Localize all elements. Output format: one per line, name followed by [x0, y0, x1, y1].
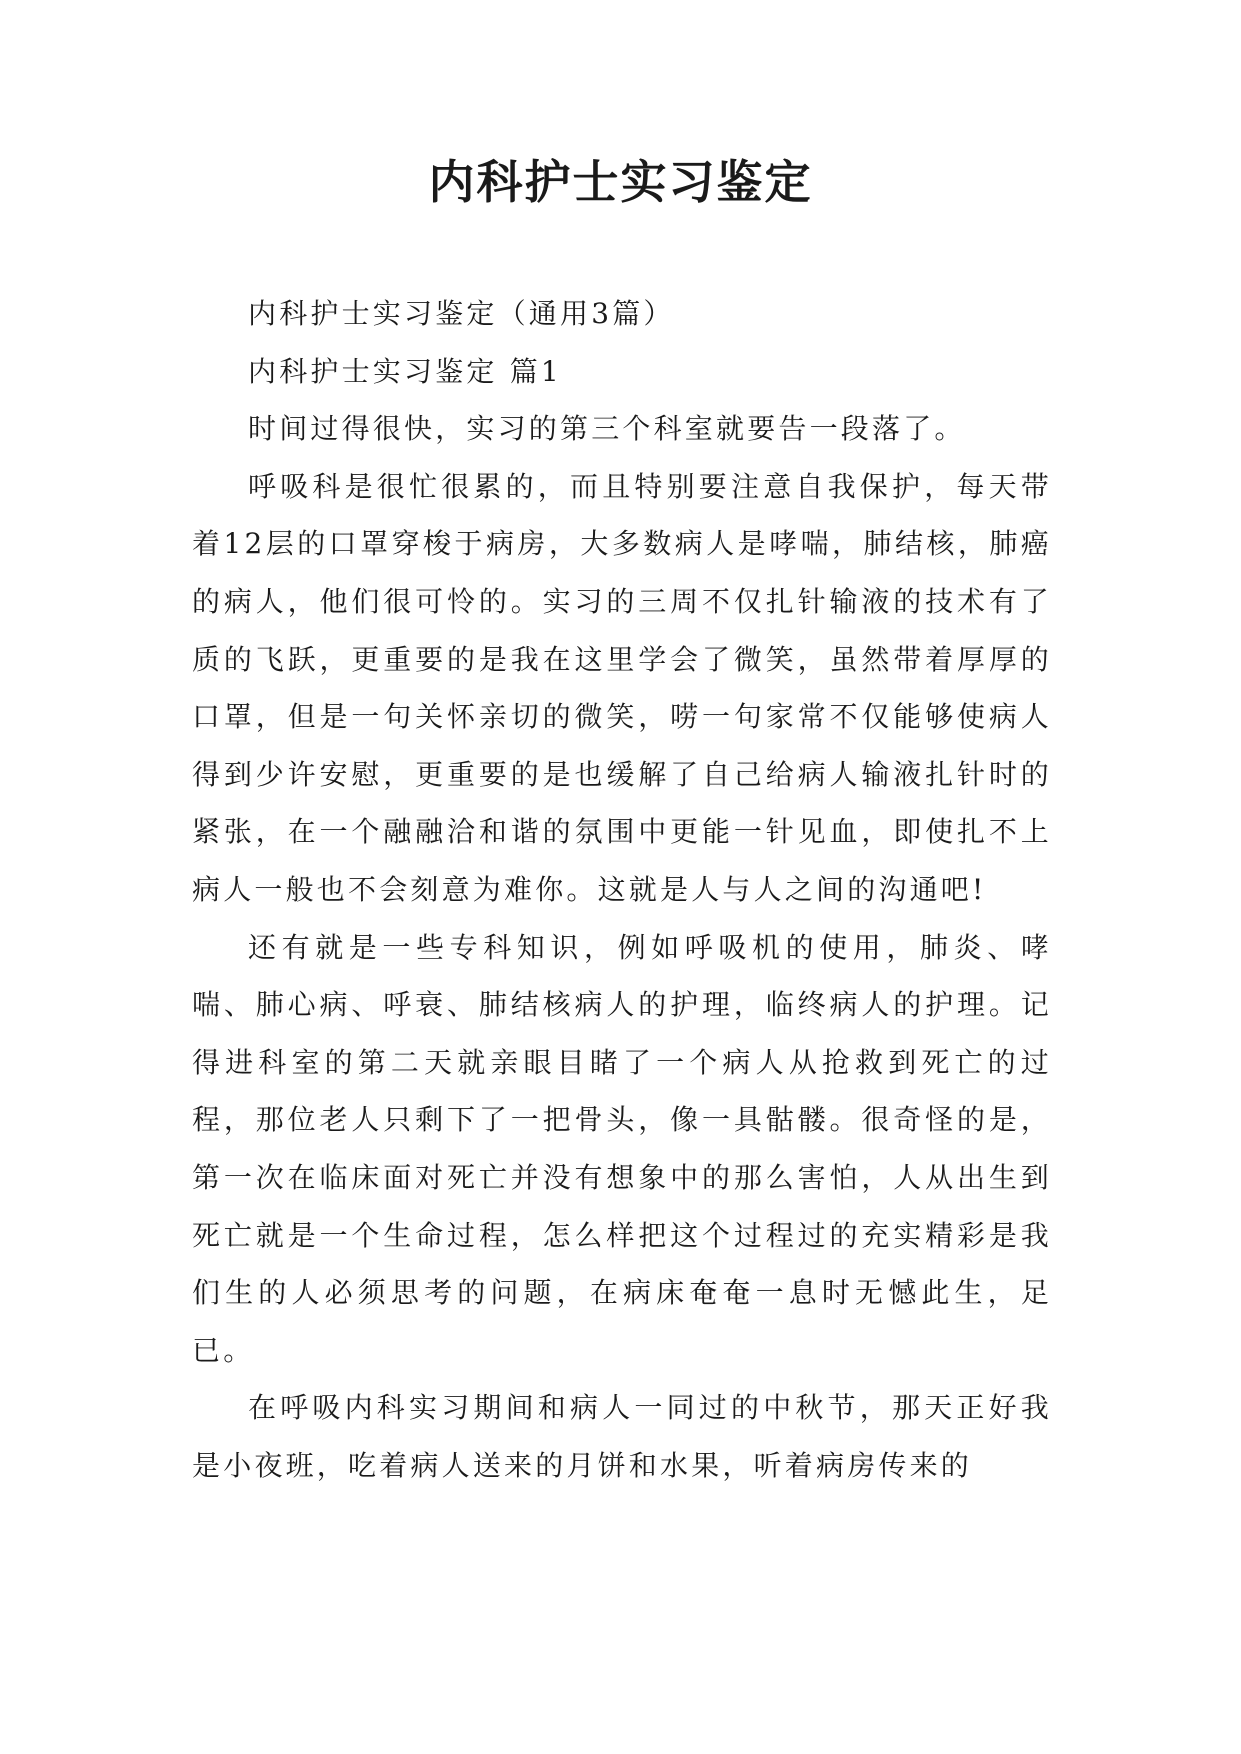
body-paragraph: 呼吸科是很忙很累的，而且特别要注意自我保护，每天带着12层的口罩穿梭于病房，大多数病人是哮喘，肺结核，肺癌的病人，他们很可怜的。实习的三周不仅扎针输液的技术有了质的飞跃，更重要的是我在这里学会了微笑，虽然带着厚厚的口罩，但是一句关怀亲切的微笑，唠一句家常不仅能够使病人得到少许安慰，更重要的是也缓解了自己给病人输液扎针时的紧张，在一个融融洽和谐的氛围中更能一针见血，即使扎不上病人一般也不会刻意为难你。这就是人与人之间的沟通吧!: [192, 469, 1052, 906]
body-paragraph: 还有就是一些专科知识，例如呼吸机的使用，肺炎、哮喘、肺心病、呼衰、肺结核病人的护理，临终病人的护理。记得进科室的第二天就亲眼目睹了一个病人从抢救到死亡的过程，那位老人只剩下了一把骨头，像一具骷髅。很奇怪的是，第一次在临床面对死亡并没有想象中的那么害怕，人从出生到死亡就是一个生命过程，怎么样把这个过程过的充实精彩是我们生的人必须思考的问题，在病床奄奄一息时无憾此生，足已。: [192, 930, 1052, 1367]
subtitle-paragraph: 内科护士实习鉴定（通用3篇）: [248, 297, 675, 330]
body-paragraph: 时间过得很快，实习的第三个科室就要告一段落了。: [248, 412, 966, 446]
document-title: 内科护士实习鉴定: [428, 155, 813, 209]
document-body: [192, 285, 1052, 1494]
body-paragraph: 在呼吸内科实习期间和病人一同过的中秋节，那天正好我是小夜班，吃着病人送来的月饼和水果，听着病房传来的: [192, 1391, 1052, 1482]
section-heading: 内科护士实习鉴定 篇1: [248, 354, 562, 388]
